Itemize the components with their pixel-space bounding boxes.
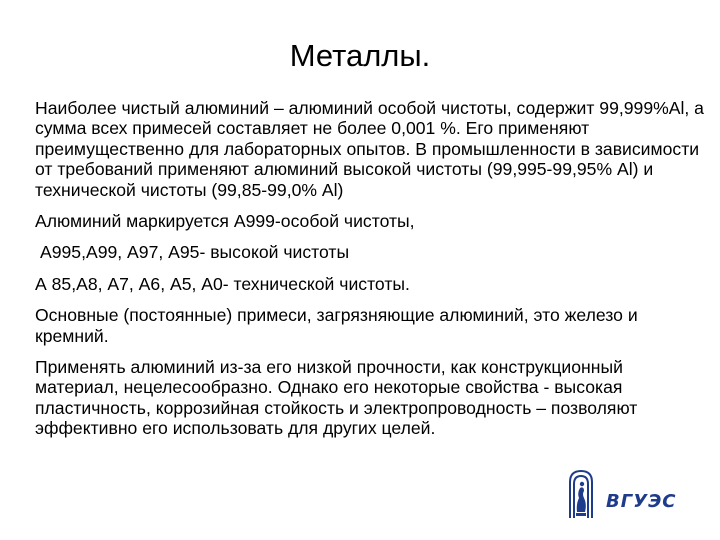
paragraph-grade-technical: А 85,А8, А7, А6, А5, А0- технической чистоты.: [35, 273, 410, 294]
slide-title-text: Металлы.: [289, 38, 431, 73]
logo-text: ВГУЭС: [606, 491, 677, 512]
slide-body: [35, 98, 705, 450]
paragraph-grade-special: Алюминий маркируется А999-особой чистоты,: [35, 211, 415, 232]
emblem-icon: [566, 468, 596, 520]
paragraph-grade-high: А995,А99, А97, А95- высокой чистоты: [40, 242, 350, 263]
paragraph-impurities: Основные (постоянные) примеси, загрязняющие алюминий, это железо и кремний.: [35, 305, 638, 346]
paragraph-usage: Применять алюминий из-за его низкой прочности, как конструкционный материал, нецелесообразно. Однако его некоторые свойства - высокая пластичность, коррозийная стойкость и электропроводность – позволяют эффективно его использовать для других целей.: [35, 357, 638, 439]
slide-title: [0, 38, 720, 74]
university-logo: [566, 468, 686, 520]
paragraph-purity: Наиболее чистый алюминий – алюминий особой чистоты, содержит 99,999%Al, а сумма всех примесей составляет не более 0,001 %. Его применяют преимущественно для лабораторных опытов. В промышленности в зависимости от требований применяют алюминий высокой чистоты (99,995-99,95% Al) и технической чистоты (99,85-99,0% Al): [35, 98, 704, 200]
